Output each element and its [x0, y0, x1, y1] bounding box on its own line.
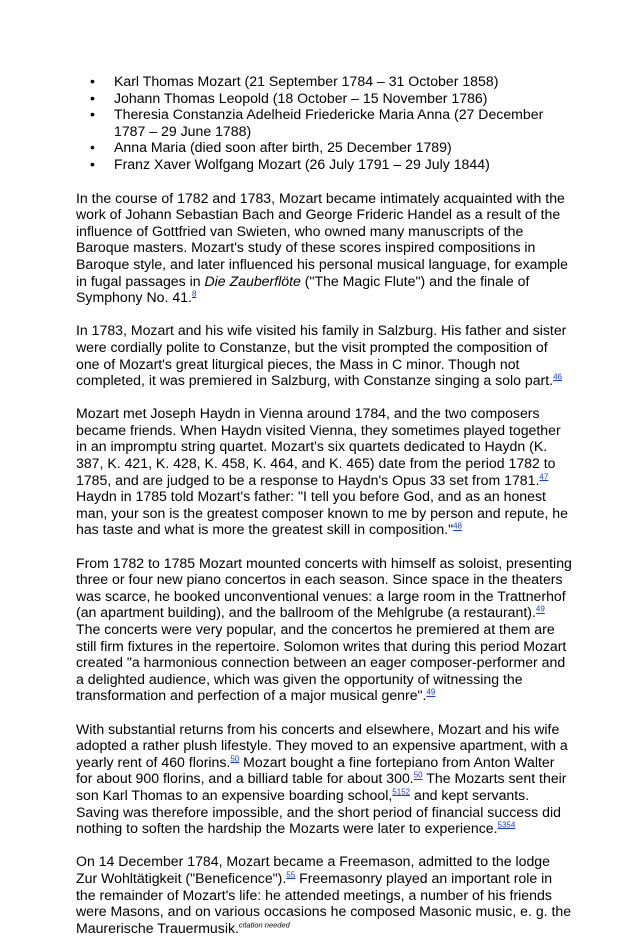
- reference-link[interactable]: 49: [426, 687, 436, 697]
- paragraph-bach-handel: In the course of 1782 and 1783, Mozart became intimately acquainted with the work of Johann Sebastian Bach and George Frideric Handel as a result of the influence of Gottfried van Swieten, who owned many manuscripts of the Baroque masters. Mozart's study of these scores inspired compositions in Baroque style, and later influenced his personal musical language, for example in fugal passages in Die Zauberflöte ("The Magic Flute") and the finale of Symphony No. 41.$^8$: [76, 189, 569, 306]
- reference-link[interactable]: 8: [191, 289, 197, 299]
- reference-link[interactable]: 49: [535, 604, 545, 614]
- reference-link[interactable]: 55: [286, 870, 296, 880]
- reference-link[interactable]: 46: [553, 372, 562, 382]
- list-item: • Johann Thomas Leopold (18 October – 15 November 1786): [76, 90, 572, 107]
- reference-link[interactable]: 50: [413, 770, 423, 780]
- reference-link[interactable]: 50: [230, 754, 240, 764]
- list-item: • Theresia Constanzia Adelheid Friedericke Maria Anna (27 December 1787 – 29 June 1788): [76, 106, 572, 139]
- citation-needed-note: citation needed: [238, 920, 290, 929]
- paragraph-haydn: Mozart met Joseph Haydn in Vienna around 1784, and the two composers became friends. When Haydn visited Vienna, they sometimes played together in an impromptu string quartet. Mozart's six quartets dedicated to Haydn (K. 387, K. 421, K. 428, K. 458, K. 464, and K. 465) date from the period 1782 to 1785, and are judged to be a response to Haydn's Opus 33 set from 1781.47 Haydn in 1785 told Mozart's father: "I tell you before God, and as an honest man, your son is the greatest composer known to me by person and repute, he has taste and what is more the greatest skill in composition."$^{48}$: [76, 405, 568, 538]
- paragraph-concerts: From 1782 to 1785 Mozart mounted concerts with himself as soloist, presenting three or four new piano concertos in each season. Since space in the theaters was scarce, he booked unconventional venues: a large room in the Trattnerhof (an apartment building), and the ballroom of the Mehlgrube (a restaurant).$^{49}$ The concerts were very popular, and the concertos he premiered at them are still firm fixtures in the repertoire. Solomon writes that during this period Mozart created "a harmonious connection between an eager composer-performer and a delighted audience, which was given the opportunity of witnessing the transformation and perfection of a major musical genre".$^{49}$: [76, 554, 572, 704]
- reference-link[interactable]: 5152: [392, 787, 411, 797]
- reference-link[interactable]: 47: [539, 471, 549, 481]
- paragraph-lifestyle: With substantial returns from his concerts and elsewhere, Mozart and his wife adopted a rather plush lifestyle. They moved to an expensive apartment, with a yearly rent of 460 florins.$^{50}$ Mozart bought a fine fortepiano from Anton Walter for about 900 florins, and a billiard table for about 300.50 The Mozarts sent their son Karl Thomas to an expensive boarding school,$^{5152}$ and kept servants. Saving was therefore impossible, and the short period of financial success did nothing to soften the hardship the Mozarts were later to experience.$^{5354}$: [76, 720, 568, 837]
- paragraph-freemason: On 14 December 1784, Mozart became a Freemason, admitted to the lodge Zur Wohltätigkeit ("Beneficence").$^{55}$ Freemasonry played an important role in the remainder of Mozart's life: he attended meetings, a number of his friends were Masons, and on various occasions he composed Masonic music, e. g. the Maurerische Trauermusik.$^{citation needed}$: [76, 853, 572, 936]
- list-item: • Anna Maria (died soon after birth, 25 December 1789): [76, 139, 572, 156]
- paragraph-salzburg-visit: In 1783, Mozart and his wife visited his family in Salzburg. His father and sister were cordially polite to Constanze, but the visit prompted the composition of one of Mozart's great liturgical pieces, the Mass in C minor. Though not completed, it was premiered in Salzburg, with Constanze singing a solo part.$^{46}$: [76, 322, 567, 389]
- list-item: • Franz Xaver Wolfgang Mozart (26 July 1791 – 29 July 1844): [76, 156, 572, 173]
- work-title: Die Zauberflöte: [204, 272, 301, 289]
- reference-link[interactable]: 48: [453, 521, 463, 531]
- list-item: • Karl Thomas Mozart (21 September 1784 – 31 October 1858): [76, 73, 572, 90]
- reference-link[interactable]: 5354: [497, 820, 516, 830]
- children-list: [76, 73, 572, 173]
